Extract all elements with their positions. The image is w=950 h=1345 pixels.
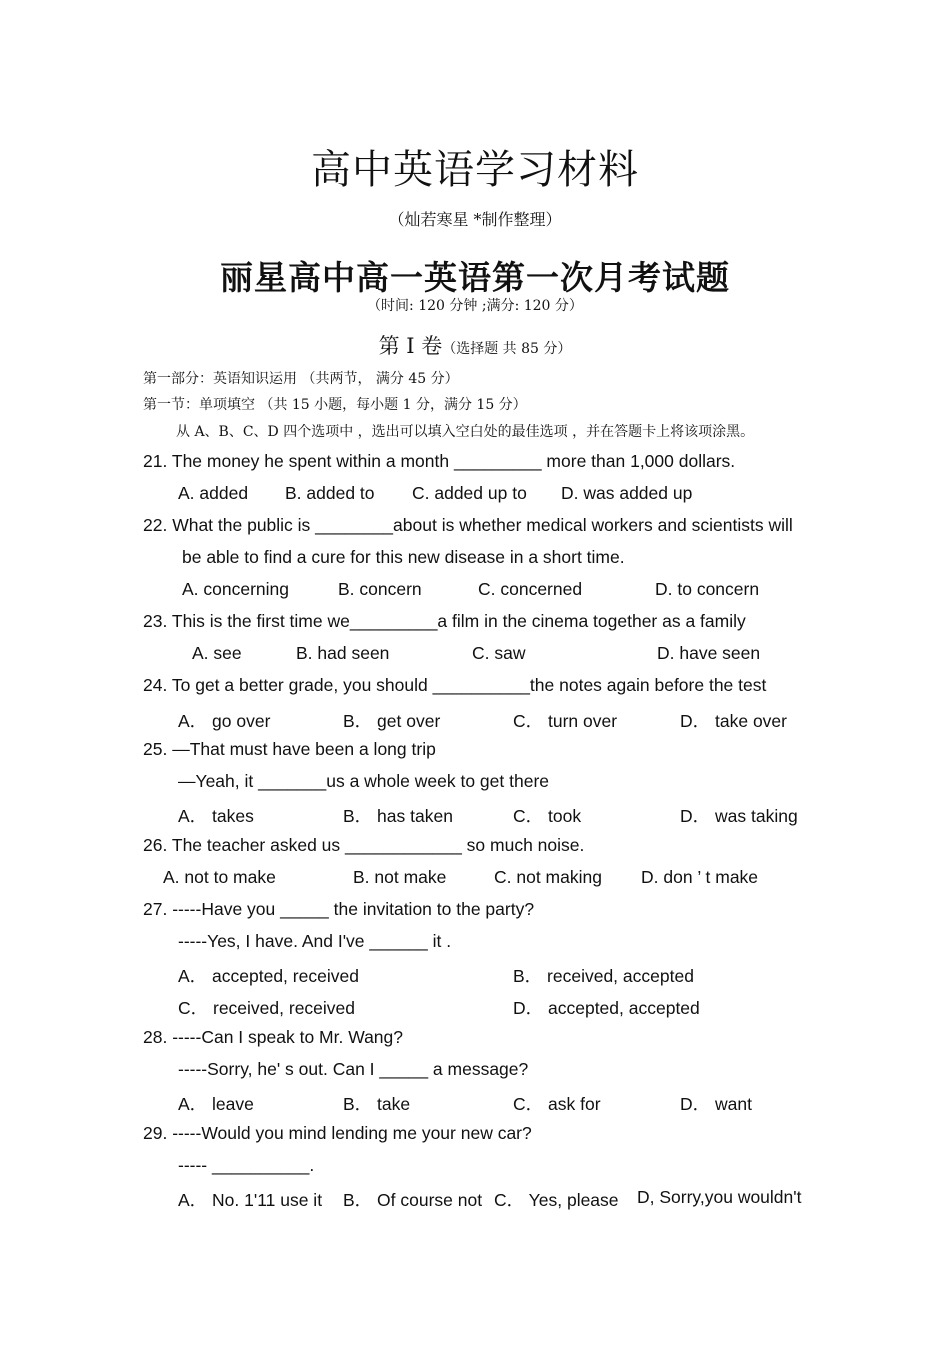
option-c: C． turn over	[513, 711, 618, 731]
option-a: A． leave	[178, 1094, 254, 1114]
question-stem: 21. The money he spent within a month _________ more than 1,000 dollars.	[143, 451, 736, 471]
volume-main: 第 Ⅰ 卷	[378, 334, 443, 358]
option-d: D. have seen	[657, 643, 761, 663]
instruction: 从 A、B、C、D 四个选项中 ，选出可以填入空白处的最佳选项 ，并在答题卡上将该项涂黑。	[176, 424, 755, 440]
option-b: B. had seen	[296, 643, 390, 663]
part1-heading: 第一部分：英语知识运用 （共两节， 满分 45 分）	[143, 371, 459, 387]
option-c: C. concerned	[478, 579, 583, 599]
main-title: 高中英语学习材料	[311, 147, 639, 193]
option-d: D． take over	[680, 711, 787, 731]
question-stem-continued: be able to find a cure for this new disease in a short time.	[182, 547, 625, 567]
question-stem: 22. What the public is ________about is whether medical workers and scientists will	[143, 515, 793, 535]
subtitle: （灿若寒星 *制作整理）	[388, 210, 562, 229]
option-a: A. see	[192, 643, 242, 663]
option-b: B． get over	[343, 711, 441, 731]
question-stem-continued: -----Yes, I have. And I've ______ it .	[178, 931, 452, 951]
question-stem-continued: ----- __________.	[178, 1155, 315, 1175]
option-d: D, Sorry,you wouldn't	[637, 1187, 802, 1207]
option-b: B． take	[343, 1094, 411, 1114]
option-a: A. not to make	[163, 867, 276, 887]
option-c: C. added up to	[412, 483, 527, 503]
option-c: C． Yes, please	[494, 1190, 619, 1210]
option-b: B. added to	[285, 483, 375, 503]
option-d: D. to concern	[655, 579, 760, 599]
option-d: D． want	[680, 1094, 752, 1114]
option-b: B． Of course not	[343, 1190, 483, 1210]
question-stem: 28. -----Can I speak to Mr. Wang?	[143, 1027, 403, 1047]
question-stem: 23. This is the first time we_________a film in the cinema together as a family	[143, 611, 746, 631]
volume-note: （选择题 共 85 分）	[442, 341, 572, 357]
option-a: A． accepted, received	[178, 966, 359, 986]
option-c: C． took	[513, 806, 582, 826]
option-c: C. not making	[494, 867, 602, 887]
option-c: C. saw	[472, 643, 526, 663]
question-stem-continued: -----Sorry, he' s out. Can I _____ a message?	[178, 1059, 529, 1079]
question-stem: 24. To get a better grade, you should __________the notes again before the test	[143, 675, 767, 695]
option-a: A． No. 1'11 use it	[178, 1190, 323, 1210]
question-stem: 27. -----Have you _____ the invitation to the party?	[143, 899, 535, 919]
question-stem: 29. -----Would you mind lending me your new car?	[143, 1123, 532, 1143]
option-a: A. concerning	[182, 579, 290, 599]
time-line: （时间: 120 分钟 ;满分: 120 分）	[367, 298, 583, 314]
exam-title: 丽星高中高一英语第一次月考试题	[220, 258, 730, 297]
option-a: A． go over	[178, 711, 271, 731]
section1-heading: 第一节：单项填空 （共 15 小题，每小题 1 分，满分 15 分）	[143, 397, 527, 413]
option-d: D． accepted, accepted	[513, 998, 700, 1018]
option-a: A. added	[178, 483, 249, 503]
option-c: C． ask for	[513, 1094, 601, 1114]
option-b: B． received, accepted	[513, 966, 694, 986]
question-stem-continued: —Yeah, it _______us a whole week to get there	[178, 771, 550, 791]
question-stem: 25. —That must have been a long trip	[143, 739, 436, 759]
option-b: B． has taken	[343, 806, 453, 826]
option-d: D. don ’ t make	[641, 867, 759, 887]
option-b: B. concern	[338, 579, 422, 599]
option-a: A． takes	[178, 806, 254, 826]
volume-title	[0, 330, 950, 360]
option-d: D． was taking	[680, 806, 798, 826]
question-stem: 26. The teacher asked us ____________ so much noise.	[143, 835, 585, 855]
option-d: D. was added up	[561, 483, 693, 503]
option-c: C． received, received	[178, 998, 356, 1018]
option-b: B. not make	[353, 867, 447, 887]
